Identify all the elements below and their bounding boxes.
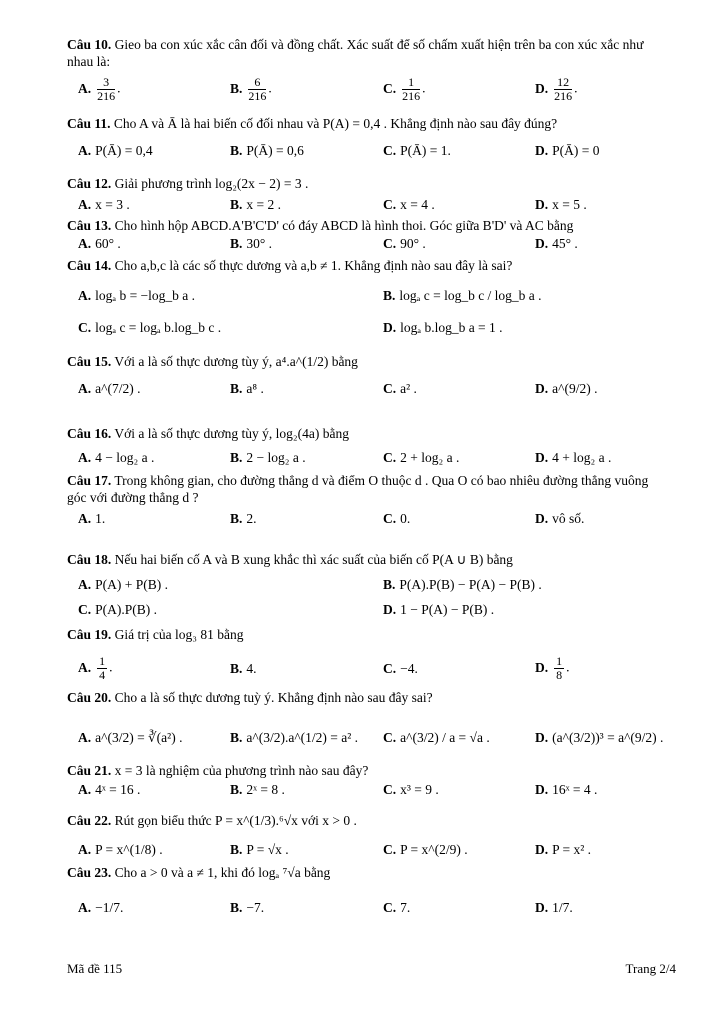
- option-a: A. P(A) + P(B) .: [78, 577, 168, 592]
- option-d: D. $\frac{1}{8}$ .: [535, 654, 570, 682]
- option-c: C. a^(3/2) / a = √a .: [383, 730, 490, 745]
- question-label: Câu 14.: [67, 258, 112, 273]
- option-c: C. 2 + log₂ a .: [383, 450, 460, 465]
- question-text: Cho a,b,c là các số thực dương và a,b ≠ 1. Khẳng định nào sau đây là sai?: [114, 258, 513, 273]
- options-18-row1: [78, 577, 678, 595]
- question-15: [67, 353, 667, 370]
- option-d: D. 1 − P(A) − P(B) .: [383, 602, 495, 617]
- question-label: Câu 23.: [67, 865, 112, 880]
- option-a: A. logₐ b = −log_b a .: [78, 288, 196, 303]
- option-d: D. a^(9/2) .: [535, 381, 598, 396]
- option-a: A. −1/7.: [78, 900, 124, 915]
- question-text: Gieo ba con xúc xắc cân đối và đồng chất. Xác suất để số chấm xuất hiện trên ba con xúc xắc như nhau là:: [67, 37, 644, 69]
- option-b: B. P(Ā) = 0,6: [230, 143, 304, 158]
- options-10: [78, 76, 678, 106]
- question-text: Cho a là số thực dương tuỳ ý. Khẳng định nào sau đây sai?: [114, 690, 433, 705]
- option-b: B. x = 2 .: [230, 197, 282, 212]
- page-number: Trang 2/4: [625, 961, 676, 976]
- option-b: B. $\frac{6}{216}$ .: [230, 75, 272, 103]
- question-label: Câu 22.: [67, 813, 112, 828]
- question-label: Câu 20.: [67, 690, 112, 705]
- question-text: Rút gọn biểu thức P = x^(1/3).⁶√x với x > 0 .: [114, 813, 357, 828]
- option-c: C. 90° .: [383, 236, 426, 251]
- option-c: C. −4.: [383, 661, 418, 676]
- option-b: B. 4.: [230, 661, 257, 676]
- question-text: Nếu hai biến cố A và B xung khắc thì xác suất của biến cố P(A ∪ B) bằng: [114, 552, 513, 567]
- option-a: A. x = 3 .: [78, 197, 130, 212]
- exam-code: Mã đề 115: [67, 961, 123, 976]
- option-d: D. vô số.: [535, 511, 585, 526]
- question-text: Với a là số thực dương tùy ý, log₂(4a) bằng: [114, 426, 349, 441]
- question-10: [67, 36, 667, 70]
- option-b: B. 2 − log₂ a .: [230, 450, 306, 465]
- option-a: A. a^(7/2) .: [78, 381, 141, 396]
- option-b: B. 2ˣ = 8 .: [230, 782, 285, 797]
- options-15: [78, 381, 678, 399]
- option-d: D. logₐ b.log_b a = 1 .: [383, 320, 503, 335]
- option-c: C. 0.: [383, 511, 411, 526]
- option-c: C. $\frac{1}{216}$ .: [383, 75, 426, 103]
- question-label: Câu 15.: [67, 354, 112, 369]
- question-text: Cho a > 0 và a ≠ 1, khi đó logₐ ⁷√a bằng: [114, 865, 331, 880]
- option-d: D. $\frac{12}{216}$ .: [535, 75, 578, 103]
- options-14-row2: [78, 320, 678, 338]
- option-d: D. 1/7.: [535, 900, 573, 915]
- question-label: Câu 13.: [67, 218, 112, 233]
- option-b: B. logₐ c = log_b c / log_b a .: [383, 288, 542, 303]
- question-19: [67, 626, 667, 643]
- option-c: C. x = 4 .: [383, 197, 435, 212]
- question-23: [67, 864, 667, 881]
- question-text: Trong không gian, cho đường thẳng d và điểm O thuộc d . Qua O có bao nhiêu đường thẳng vuông góc với đường thẳng d ?: [67, 473, 649, 505]
- option-d: D. 45° .: [535, 236, 578, 251]
- option-a: A. 4ˣ = 16 .: [78, 782, 141, 797]
- question-20: [67, 689, 667, 706]
- option-c: C. logₐ c = logₐ b.log_b c .: [78, 320, 222, 335]
- question-18: [67, 551, 667, 568]
- question-16: [67, 425, 667, 442]
- option-c: C. P(A).P(B) .: [78, 602, 158, 617]
- options-13: [78, 236, 678, 254]
- option-b: B. P = √x .: [230, 842, 289, 857]
- option-a: A. 4 − log₂ a .: [78, 450, 155, 465]
- question-label: Câu 12.: [67, 176, 112, 191]
- question-text: Cho A và Ā là hai biến cố đối nhau và P(A) = 0,4 . Khẳng định nào sau đây đúng?: [113, 116, 558, 131]
- option-d: D. P(Ā) = 0: [535, 143, 600, 158]
- options-17: [78, 511, 678, 529]
- option-b: B. a^(3/2).a^(1/2) = a² .: [230, 730, 359, 745]
- option-b: B. a⁸ .: [230, 381, 264, 396]
- question-14: [67, 257, 667, 274]
- option-a: A. P = x^(1/8) .: [78, 842, 163, 857]
- question-label: Câu 10.: [67, 37, 112, 52]
- question-label: Câu 11.: [67, 116, 111, 131]
- option-c: C. P = x^(2/9) .: [383, 842, 468, 857]
- question-21: [67, 762, 667, 779]
- question-13: [67, 217, 667, 234]
- option-d: D. x = 5 .: [535, 197, 587, 212]
- options-23: [78, 900, 678, 918]
- option-c: C. P(Ā) = 1.: [383, 143, 451, 158]
- question-text: Giá trị của log₃ 81 bằng: [114, 627, 244, 642]
- question-label: Câu 18.: [67, 552, 112, 567]
- question-text: Giải phương trình log₂(2x − 2) = 3 .: [114, 176, 309, 191]
- option-d: D. (a^(3/2))³ = a^(9/2) .: [535, 730, 664, 745]
- option-d: D. 4 + log₂ a .: [535, 450, 612, 465]
- question-12: [67, 175, 667, 192]
- option-c: C. x³ = 9 .: [383, 782, 439, 797]
- options-19: [78, 655, 678, 685]
- option-a: A. a^(3/2) = ∛(a²) .: [78, 730, 183, 745]
- option-a: A. $\frac{1}{4}$ .: [78, 654, 113, 682]
- question-22: [67, 812, 667, 829]
- question-text: x = 3 là nghiệm của phương trình nào sau đây?: [114, 763, 369, 778]
- options-12: [78, 197, 678, 215]
- question-label: Câu 16.: [67, 426, 112, 441]
- option-b: B. 30° .: [230, 236, 273, 251]
- option-c: C. a² .: [383, 381, 417, 396]
- question-label: Câu 17.: [67, 473, 112, 488]
- option-a: A. 60° .: [78, 236, 121, 251]
- options-21: [78, 782, 678, 800]
- options-22: [78, 842, 678, 860]
- question-17: [67, 472, 667, 506]
- option-b: B. P(A).P(B) − P(A) − P(B) .: [383, 577, 542, 592]
- option-c: C. 7.: [383, 900, 411, 915]
- options-16: [78, 450, 678, 468]
- option-d: D. P = x² .: [535, 842, 592, 857]
- options-20: [78, 730, 678, 748]
- question-text: Cho hình hộp ABCD.A'B'C'D' có đáy ABCD là hình thoi. Góc giữa B'D' và AC bằng: [114, 218, 574, 233]
- question-label: Câu 19.: [67, 627, 112, 642]
- options-14-row1: [78, 288, 678, 306]
- options-11: [78, 143, 678, 161]
- option-a: A. 1.: [78, 511, 106, 526]
- option-b: B. −7.: [230, 900, 265, 915]
- question-label: Câu 21.: [67, 763, 112, 778]
- option-d: D. 16ˣ = 4 .: [535, 782, 598, 797]
- option-a: A. $\frac{3}{216}$ .: [78, 75, 121, 103]
- question-text: Với a là số thực dương tùy ý, a⁴.a^(1/2) bằng: [114, 354, 358, 369]
- question-11: [67, 115, 667, 132]
- options-18-row2: [78, 602, 678, 620]
- option-b: B. 2.: [230, 511, 257, 526]
- option-a: A. P(Ā) = 0,4: [78, 143, 153, 158]
